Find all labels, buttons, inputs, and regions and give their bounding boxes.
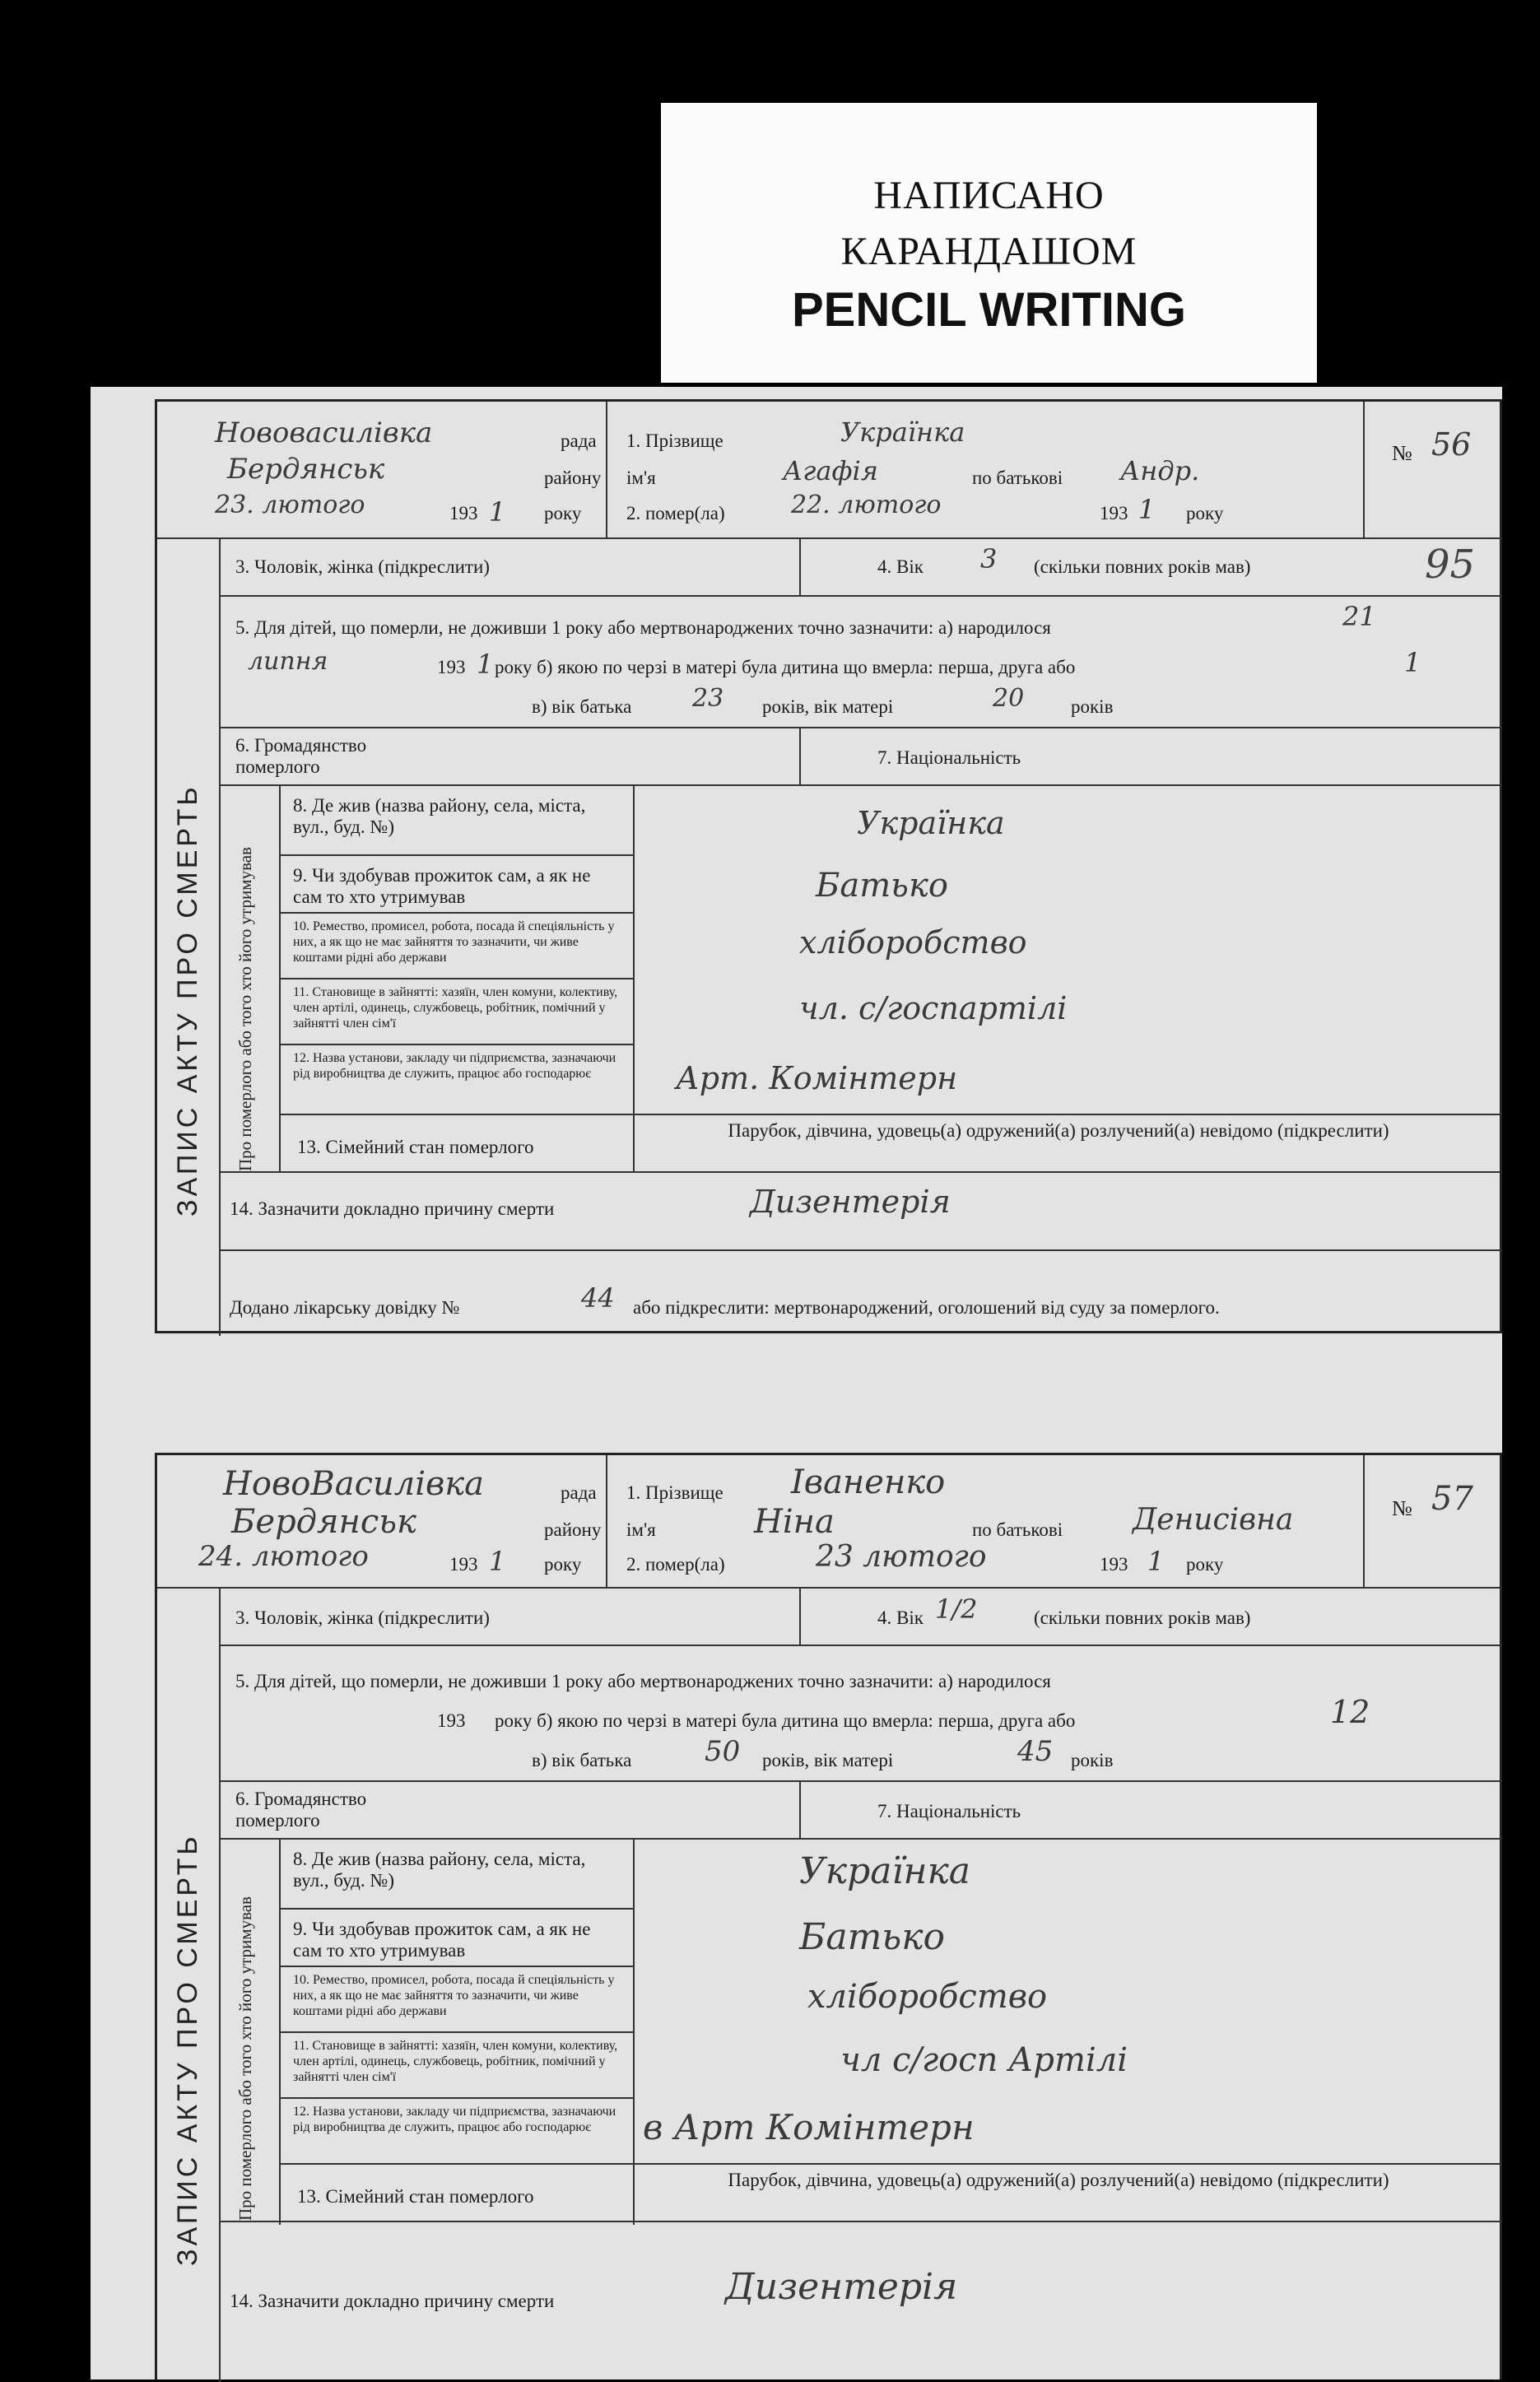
born-month-value: липня (248, 647, 328, 676)
patronymic-value: Денисівна (1133, 1503, 1294, 1537)
children-line-1: 5. Для дітей, що померли, не доживши 1 року або мертвонароджених точно зазначити: а) народилося (235, 617, 1051, 638)
died-roku-label: року (1186, 1554, 1224, 1575)
children-line-3c: років (1071, 1750, 1114, 1770)
institution-value: в Арт Комінтерн (643, 2107, 975, 2147)
patronymic-label: по батькові (972, 468, 1063, 488)
certificate-rest: або підкреслити: мертвонароджений, оголошений від суду за померлого. (633, 1297, 1220, 1318)
children-line-2: року б) якою по черзі в матері була дитина що вмерла: перша, друга або (495, 657, 1076, 677)
surname-label: 1. Прізвище (626, 430, 723, 451)
mother-age-value: 45 (1017, 1735, 1054, 1768)
reg-date-value: 24. лютого (198, 1540, 369, 1573)
mother-age-value: 20 (993, 684, 1025, 713)
rada-value: Нововасилівка (215, 416, 433, 449)
sex-label: 3. Чоловік, жінка (підкреслити) (235, 556, 490, 577)
surname-label: 1. Прізвище (626, 1482, 723, 1503)
margin-number: 95 (1425, 542, 1476, 588)
death-record-form-2 (155, 1453, 1502, 2380)
died-roku-label: року (1186, 503, 1224, 523)
age-value: 1/2 (935, 1593, 978, 1625)
children-line-3c: років (1071, 696, 1114, 717)
children-line-3b: років, вік матері (762, 696, 894, 717)
father-age-value: 23 (692, 684, 724, 713)
pencil-writing-label-card (661, 103, 1317, 383)
side-title: ЗАПИС АКТУ ПРО СМЕРТЬ (172, 1833, 203, 2266)
cause-label: 14. Зазначити докладно причину смерти (230, 2291, 555, 2311)
rada-label: рада (561, 1482, 597, 1503)
cause-value: Дизентерія (725, 2266, 958, 2308)
status-value: чл с/госп Артілі (840, 2041, 1128, 2079)
reg-year-value: 1 (489, 1546, 506, 1577)
name-label: ім'я (626, 1519, 656, 1540)
birth-order-value: 12 (1330, 1694, 1370, 1730)
age-note: (скільки повних років мав) (1034, 1607, 1251, 1628)
children-line-3a: в) вік батька (532, 1750, 632, 1770)
family-options: Парубок, дівчина, удовець(а) одружений(а) розлучений(а) невідомо (підкреслити) (728, 2170, 1389, 2190)
status-label: 11. Становище в зайнятті: хазяїн, член комуни, колективу, член артілі, одинець, службовець, робітник, помічний у зайнятті член сім'ї (293, 2039, 618, 2085)
age-value: 3 (980, 543, 998, 575)
sex-label: 3. Чоловік, жінка (підкреслити) (235, 1607, 490, 1628)
roku-label: року (544, 503, 582, 523)
record-number-label: № (1392, 1496, 1412, 1520)
name-value: Агафія (783, 455, 878, 486)
institution-label: 12. Назва установи, закладу чи підприємства, зазначаючи рід виробництва де служить, працює або господарює (293, 1051, 616, 1082)
rayon-value: Бердянськ (231, 1503, 416, 1541)
death-record-form-1 (155, 399, 1502, 1333)
died-year-label: 193 (1100, 1554, 1128, 1575)
side-subtitle: Про померлого або того хто його утримував (235, 847, 255, 1171)
death-year-value: 1 (1147, 1546, 1165, 1577)
surname-value: Українка (840, 416, 965, 448)
side-subtitle: Про померлого або того хто його утримував (235, 1896, 255, 2221)
death-date-value: 23 лютого (816, 1540, 987, 1574)
residence-value: Українка (799, 1850, 971, 1892)
certificate-value: 44 (581, 1282, 615, 1314)
nationality-label: 7. Національність (877, 747, 1021, 768)
children-line-3a: в) вік батька (532, 696, 632, 717)
name-value: Ніна (754, 1503, 835, 1541)
name-label: ім'я (626, 468, 656, 488)
certificate-label: Додано лікарську довідку № (230, 1297, 460, 1318)
children-line-2: року б) якою по черзі в матері була дитина що вмерла: перша, друга або (495, 1710, 1076, 1731)
residence-value: Українка (857, 805, 1005, 841)
family-label: 13. Сімейний стан померлого (297, 2186, 534, 2207)
occupation-value: хліборобство (799, 924, 1027, 961)
patronymic-value: Андр. (1120, 455, 1200, 486)
status-value: чл. с/госпартілі (799, 990, 1068, 1026)
reg-year-value: 1 (489, 496, 506, 528)
citizenship-label: 6. Громадянство померлого (235, 735, 367, 778)
rayonu-label: району (544, 468, 602, 488)
died-label: 2. помер(ла) (626, 1554, 725, 1575)
roku-label: року (544, 1554, 582, 1575)
children-year-label: 193 (437, 1710, 466, 1731)
family-options: Парубок, дівчина, удовець(а) одружений(а) розлучений(а) невідомо (підкреслити) (728, 1120, 1389, 1141)
father-age-value: 50 (705, 1735, 741, 1768)
rada-value: НовоВасилівка (223, 1465, 485, 1503)
death-date-value: 22. лютого (791, 491, 942, 519)
occupation-label: 10. Ремество, промисел, робота, посада й спеціяльність у них, а як що не має зайняття то зазначити, чи живе коштами рідні або держави (293, 1973, 615, 2019)
livelihood-value: Батько (816, 867, 948, 905)
died-label: 2. помер(ла) (626, 503, 725, 523)
rada-label: рада (561, 430, 597, 451)
rayon-value: Бердянськ (227, 453, 385, 486)
rayonu-label: району (544, 1519, 602, 1540)
age-note: (скільки повних років мав) (1034, 556, 1251, 577)
label-line-2: КАРАНДАШОМ (840, 230, 1138, 273)
citizenship-label: 6. Громадянство померлого (235, 1789, 367, 1831)
year-label: 193 (449, 1554, 478, 1575)
cause-label: 14. Зазначити докладно причину смерти (230, 1198, 555, 1219)
institution-value: Арт. Комінтерн (676, 1060, 958, 1096)
family-label: 13. Сімейний стан померлого (297, 1137, 534, 1157)
patronymic-label: по батькові (972, 1519, 1063, 1540)
age-label: 4. Вік (877, 1607, 924, 1628)
birth-order-value: 1 (1404, 647, 1421, 678)
livelihood-label: 9. Чи здобував прожиток сам, а як не сам то хто утримував (293, 1919, 591, 1961)
institution-label: 12. Назва установи, закладу чи підприємства, зазначаючи рід виробництва де служить, працює або господарює (293, 2105, 616, 2135)
record-number-value: 57 (1431, 1480, 1473, 1518)
children-year-label: 193 (437, 657, 466, 677)
record-number-label: № (1392, 441, 1412, 465)
livelihood-label: 9. Чи здобував прожиток сам, а як не сам то хто утримував (293, 865, 591, 908)
occupation-value: хліборобство (807, 1978, 1048, 2016)
label-line-1: НАПИСАНО (873, 174, 1105, 217)
livelihood-value: Батько (799, 1916, 946, 1958)
occupation-label: 10. Ремество, промисел, робота, посада й спеціяльність у них, а як що не має зайняття то зазначити, чи живе коштами рідні або держави (293, 919, 615, 965)
death-year-value: 1 (1138, 494, 1156, 525)
children-line-3b: років, вік матері (762, 1750, 894, 1770)
status-label: 11. Становище в зайнятті: хазяїн, член комуни, колективу, член артілі, одинець, службовець, робітник, помічний у зайнятті член сім'ї (293, 985, 618, 1031)
born-day-value: 21 (1342, 601, 1376, 632)
cause-value: Дизентерія (750, 1184, 951, 1220)
surname-value: Іваненко (791, 1463, 946, 1501)
nationality-label: 7. Національність (877, 1801, 1021, 1821)
label-line-3: PENCIL WRITING (791, 283, 1187, 337)
died-year-label: 193 (1100, 503, 1128, 523)
reg-date-value: 23. лютого (215, 491, 365, 519)
residence-label: 8. Де жив (назва району, села, міста, вул., буд. №) (293, 1849, 586, 1891)
age-label: 4. Вік (877, 556, 924, 577)
children-line-1: 5. Для дітей, що померли, не доживши 1 року або мертвонароджених точно зазначити: а) народилося (235, 1671, 1051, 1691)
residence-label: 8. Де жив (назва району, села, міста, вул., буд. №) (293, 795, 586, 838)
side-title: ЗАПИС АКТУ ПРО СМЕРТЬ (172, 784, 203, 1217)
born-year-value: 1 (477, 649, 494, 680)
record-number-value: 56 (1431, 426, 1472, 463)
year-label: 193 (449, 503, 478, 523)
